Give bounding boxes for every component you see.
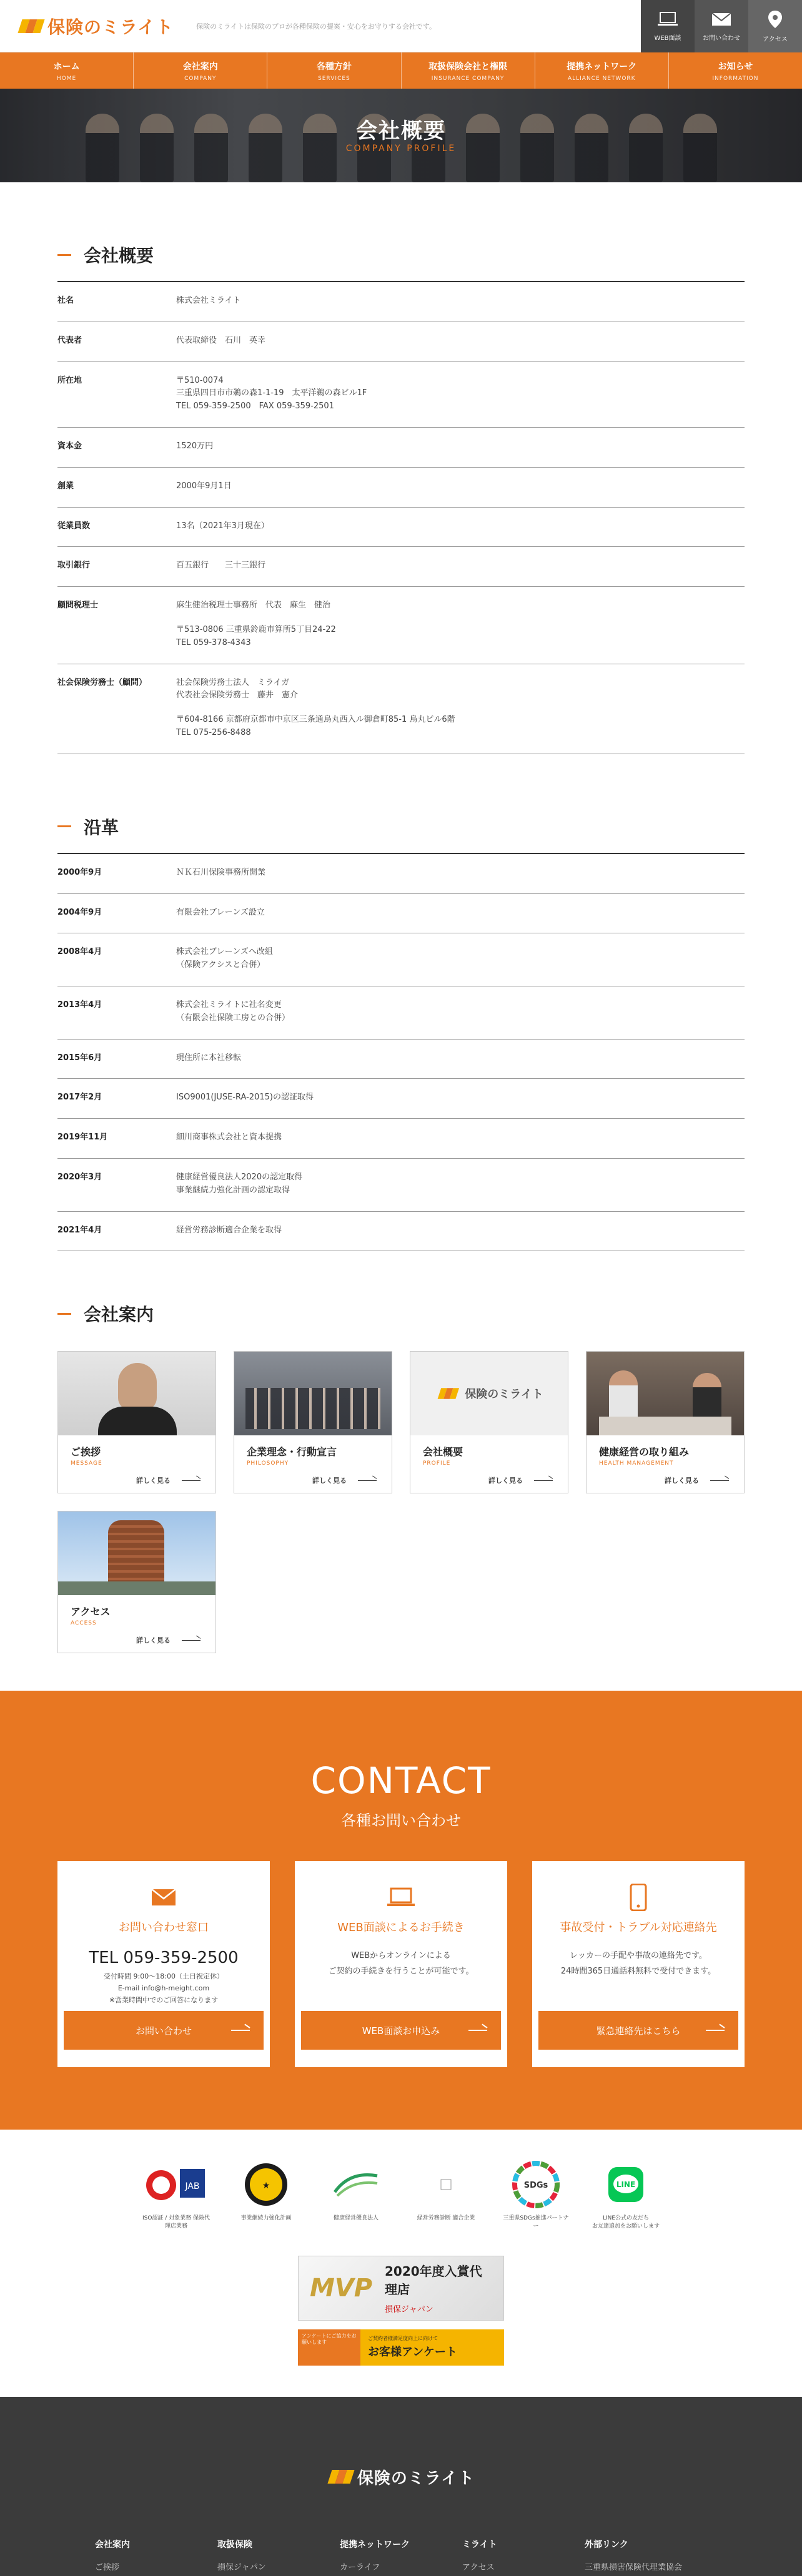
web-meeting-label: WEB面談 (654, 34, 681, 42)
nav-company[interactable] (134, 52, 267, 89)
table-row (57, 664, 745, 754)
row-value-text: 現住所に本社移転 (176, 1053, 242, 1063)
guide-card-philosophy[interactable] (234, 1351, 392, 1493)
row-value (176, 1131, 745, 1144)
contact-boxes (0, 1861, 802, 2067)
row-value-text: 麻生健治税理士事務所 代表 麻生 健治 (176, 601, 331, 611)
table-row (57, 1212, 745, 1252)
global-nav (0, 52, 802, 89)
guide-card-access[interactable] (57, 1511, 216, 1653)
card-title: アクセス (71, 1606, 111, 1618)
contact-hours: 受付時間 9:00～18:00（土日祝定休） E-mail info@h-meight.com ※営業時間中でのご回答になります (104, 1972, 224, 2004)
badge-label: 事業継続力強化計画 (240, 2215, 292, 2222)
arrow-right-icon (231, 2030, 250, 2031)
card-photo (410, 1352, 568, 1435)
logo-mark-icon (17, 16, 44, 37)
iso-certification-icon (145, 2163, 207, 2206)
card-more-link: 詳しく見る (665, 1475, 729, 1485)
row-label: 2021年4月 (57, 1225, 102, 1235)
nav-label: 提携ネットワーク (567, 61, 637, 72)
row-value-text: 〒604-8166 京都府京都市中京区三条通烏丸西入ル御倉町85-1 烏丸ビル6階 TEL 075-256-8488 (176, 715, 455, 737)
card-subtitle: PROFILE (423, 1460, 451, 1467)
section-heading (57, 814, 745, 854)
table-row (57, 933, 745, 986)
footer-col-heading: 外部リンク (585, 2539, 628, 2550)
section-title: 会社概要 (84, 245, 154, 266)
row-value (176, 520, 745, 533)
arrow-right-icon (468, 2030, 487, 2031)
row-value (176, 999, 745, 1025)
row-value (176, 440, 745, 453)
badge-label: 三重県SDGs推進パートナー (503, 2215, 569, 2229)
badge-line[interactable] (592, 2158, 660, 2230)
web-meeting-cta-button[interactable]: WEB面談お申込み (301, 2011, 501, 2050)
svg-text:SDGs: SDGs (523, 2181, 548, 2191)
row-value-text: 株式会社ミライト (176, 296, 241, 305)
logo-mark-icon (437, 1385, 458, 1402)
table-row (57, 508, 745, 548)
row-label: 2015年6月 (57, 1053, 102, 1063)
row-label: 創業 (57, 481, 74, 491)
arrow-right-icon (182, 1640, 200, 1641)
sdgs-wheel-icon (512, 2161, 560, 2208)
table-row (57, 894, 745, 934)
web-meeting-button[interactable] (641, 0, 695, 52)
nav-sublabel: COMPANY (184, 75, 217, 82)
badge-iso[interactable] (142, 2158, 210, 2230)
badge-labor[interactable] (412, 2158, 480, 2223)
certified-seal-icon (242, 2161, 290, 2208)
row-value (176, 677, 745, 740)
contact-box-title: WEB面談によるお手続き (337, 1921, 465, 1935)
history-section (57, 754, 745, 1252)
row-value-text: ISO9001(JUSE-RA-2015)の認証取得 (176, 1093, 314, 1103)
footer-link[interactable]: アクセス (462, 2562, 495, 2572)
health-management-icon (331, 2167, 381, 2202)
row-label: 顧問税理士 (57, 601, 99, 611)
row-value-text: 百五銀行 三十三銀行 (176, 561, 266, 571)
guide-cards (57, 1351, 745, 1653)
card-more-link: 詳しく見る (136, 1475, 200, 1485)
page-title: 会社概要 (356, 119, 446, 144)
table-row (57, 1119, 745, 1159)
row-label: 代表者 (57, 335, 82, 345)
table-row (57, 322, 745, 362)
badge-label: 健康経営優良法人 (333, 2215, 379, 2222)
contact-box-emergency (532, 1861, 745, 2067)
nav-sublabel: ALLIANCE NETWORK (567, 75, 636, 82)
profile-table (57, 282, 745, 754)
footer-logo-text: 保険のミライト (357, 2469, 475, 2488)
row-value (176, 1052, 745, 1065)
row-label: 2008年4月 (57, 947, 102, 957)
footer-col-insurance (217, 2538, 340, 2572)
footer-col-heading: 取扱保険 (217, 2539, 252, 2550)
card-photo (587, 1352, 744, 1435)
access-button[interactable] (748, 0, 802, 52)
footer-col-external (585, 2538, 707, 2572)
row-value (176, 1171, 745, 1197)
row-value (176, 599, 745, 649)
heading-accent (57, 1313, 71, 1315)
row-label: 2020年3月 (57, 1172, 102, 1182)
footer-col-heading: ミライト (462, 2539, 497, 2550)
table-row (57, 1079, 745, 1119)
section-title: 会社案内 (84, 1304, 154, 1325)
survey-request: アンケートにご協力をお願いします (298, 2329, 360, 2366)
svg-text:JAB: JAB (185, 2181, 200, 2192)
guide-card-profile[interactable] (410, 1351, 568, 1493)
nav-services[interactable] (267, 52, 401, 89)
nav-label: 取扱保険会社と権限 (428, 61, 508, 72)
row-label: 2004年9月 (57, 907, 102, 917)
section-heading (57, 242, 745, 282)
contact-box-desc: WEBからオンラインによる ご契約の手続きを行うことが可能です。 (328, 1951, 474, 1976)
inquiry-button[interactable] (695, 0, 748, 52)
row-value-text: 1520万円 (176, 441, 214, 451)
badge-health[interactable] (322, 2158, 390, 2223)
table-row (57, 1040, 745, 1079)
row-label: 資本金 (57, 441, 82, 451)
card-subtitle: HEALTH MANAGEMENT (599, 1460, 674, 1467)
section-heading (57, 1301, 745, 1326)
history-table (57, 854, 745, 1252)
row-label: 社名 (57, 296, 74, 305)
row-value-text: 健康経営優良法人2020の認定取得 事業継続力強化計画の認定取得 (176, 1172, 303, 1195)
mvp-title: 2020年度入賞代理店 (385, 2264, 482, 2297)
certification-badges (0, 2130, 802, 2365)
contact-box-title: 事故受付・トラブル対応連絡先 (560, 1921, 717, 1935)
card-photo (58, 1352, 215, 1435)
card-more-link: 詳しく見る (136, 1635, 200, 1645)
arrow-right-icon (706, 2030, 725, 2031)
table-row (57, 854, 745, 894)
row-value-text: 〒513-0806 三重県鈴鹿市算所5丁目24-22 TEL 059-378-4343 (176, 624, 336, 647)
card-more-link: 詳しく見る (488, 1475, 553, 1485)
site-logo[interactable] (17, 14, 174, 39)
badge-sdgs[interactable] (502, 2158, 570, 2230)
arrow-right-icon (534, 1480, 553, 1481)
row-value-text: ＮＫ石川保険事務所開業 (176, 867, 266, 877)
card-title: 会社概要 (423, 1446, 463, 1458)
arrow-right-icon (710, 1480, 729, 1481)
top-bar (0, 0, 802, 52)
table-row (57, 468, 745, 508)
nav-label: 会社案内 (182, 61, 218, 72)
page-hero (0, 89, 802, 182)
contact-box-title: お問い合わせ窓口 (119, 1921, 209, 1935)
company-profile-section (57, 182, 745, 754)
row-label: 従業員数 (57, 521, 91, 531)
row-label: 社会保険労務士（顧問） (57, 677, 147, 687)
nav-information[interactable] (669, 52, 802, 89)
nav-sublabel: INFORMATION (712, 75, 759, 82)
nav-alliance-network[interactable] (535, 52, 669, 89)
footer-links (95, 2538, 707, 2572)
row-label: 2019年11月 (57, 1133, 108, 1143)
table-row (57, 282, 745, 322)
card-logo-text: 保険のミライト (465, 1388, 543, 1402)
customer-survey-banner[interactable] (298, 2329, 504, 2366)
contact-phone[interactable]: TEL 059-359-2500 (89, 1949, 239, 1968)
section-title: 沿革 (84, 817, 119, 838)
card-title: ご挨拶 (71, 1446, 101, 1458)
broken-image-icon (440, 2178, 452, 2191)
mail-icon (711, 11, 732, 27)
contact-box-inquiry (57, 1861, 270, 2067)
card-subtitle: MESSAGE (71, 1460, 102, 1467)
row-label: 所在地 (57, 375, 82, 385)
nav-label: 各種方針 (316, 61, 352, 72)
map-pin-icon (767, 10, 783, 29)
laptop-icon (387, 1887, 415, 1908)
card-title: 企業理念・行動宣言 (247, 1446, 337, 1458)
header-shortcuts (641, 0, 802, 52)
nav-label: ホーム (53, 61, 80, 72)
footer-col-network (340, 2538, 462, 2572)
card-subtitle: PHILOSOPHY (247, 1460, 289, 1467)
contact-title: CONTACT (310, 1759, 492, 1802)
row-value-text: 社会保険労務士法人 ミライガ 代表社会保険労務士 藤井 憲介 (176, 677, 299, 701)
card-photo (58, 1512, 215, 1595)
page-subtitle: COMPANY PROFILE (345, 144, 457, 154)
emergency-cta-button[interactable]: 緊急連絡先はこちら (538, 2011, 738, 2050)
smartphone-icon (630, 1884, 647, 1911)
footer-col-mirait (462, 2538, 585, 2572)
row-value (176, 480, 745, 493)
mvp-mark: MVP (310, 2273, 373, 2303)
inquiry-cta-button[interactable]: お問い合わせ (64, 2011, 264, 2050)
row-value (176, 907, 745, 920)
table-row (57, 547, 745, 587)
contact-section (0, 1691, 802, 2130)
row-value (176, 559, 745, 573)
row-value (176, 375, 745, 413)
survey-subtitle: ご契約者様満足度向上に向けて (368, 2336, 438, 2341)
table-row (57, 1159, 745, 1212)
arrow-right-icon (182, 1480, 200, 1481)
row-value (176, 1091, 745, 1104)
contact-subtitle: 各種お問い合わせ (341, 1812, 461, 1830)
mvp-award-banner[interactable] (298, 2256, 504, 2321)
nav-label: お知らせ (718, 61, 753, 72)
arrow-right-icon (358, 1480, 377, 1481)
table-row (57, 587, 745, 664)
company-guide-section (57, 1251, 745, 1653)
row-value (176, 946, 745, 972)
row-value-text: 経営労務診断適合企業を取得 (176, 1225, 282, 1235)
footer-link[interactable]: カーライフ (340, 2562, 380, 2572)
footer-col-heading: 提携ネットワーク (340, 2539, 410, 2550)
heading-accent (57, 254, 71, 256)
row-value-text: 有限会社ブレーンズ設立 (176, 907, 265, 917)
mail-icon (151, 1888, 176, 1907)
footer-link[interactable]: ご挨拶 (95, 2562, 120, 2572)
nav-insurance-company[interactable] (402, 52, 535, 89)
row-value (176, 335, 745, 348)
row-value-text: 2000年9月1日 (176, 481, 232, 491)
line-app-icon (608, 2166, 644, 2203)
badge-label: ISO認証 / 対象業務 保険代理店業務 (142, 2215, 210, 2229)
row-value (176, 1224, 745, 1237)
footer-col-heading: 会社案内 (95, 2539, 130, 2550)
table-row (57, 362, 745, 428)
row-value-text: 代表取締役 石川 英幸 (176, 335, 266, 345)
contact-box-web-meeting (295, 1861, 507, 2067)
site-footer (0, 2397, 802, 2576)
inquiry-label: お問い合わせ (703, 34, 740, 42)
table-row (57, 986, 745, 1040)
badge-bcp[interactable] (232, 2158, 300, 2223)
row-label: 2013年4月 (57, 1000, 102, 1010)
heading-accent (57, 825, 71, 827)
row-value-text: 株式会社ブレーンズへ改組 （保険アクシスと合併） (176, 947, 273, 970)
footer-col-company (95, 2538, 217, 2572)
row-value (176, 867, 745, 880)
card-more-link: 詳しく見る (312, 1475, 377, 1485)
nav-sublabel: HOME (56, 75, 77, 82)
card-subtitle: ACCESS (71, 1620, 97, 1627)
row-value-text: 〒510-0074 三重県四日市市鵜の森1-1-19 太平洋鵜の森ビル1F TEL 059-359-2500 FAX 059-359-2501 (176, 375, 367, 411)
row-label: 取引銀行 (57, 561, 91, 571)
card-title: 健康経営の取り組み (599, 1446, 690, 1458)
table-row (57, 428, 745, 468)
footer-link[interactable]: 損保ジャパン (217, 2562, 266, 2572)
nav-sublabel: SERVICES (318, 75, 350, 82)
survey-title: お客様アンケート (368, 2346, 457, 2359)
row-value (176, 295, 745, 308)
card-photo (234, 1352, 392, 1435)
row-value-text: 細川商事株式会社と資本提携 (176, 1133, 282, 1143)
badge-label: LINE公式の友だち お友達追加をお願いします (592, 2215, 660, 2229)
footer-link[interactable]: 三重県損害保険代理業協会 (585, 2562, 683, 2572)
row-label: 2017年2月 (57, 1093, 102, 1103)
badge-label: 経営労務診断 適合企業 (417, 2215, 475, 2222)
row-value-text: 13名（2021年3月現在） (176, 521, 269, 531)
nav-home[interactable] (0, 52, 134, 89)
logo-mark-icon (327, 2466, 354, 2487)
nav-sublabel: INSURANCE COMPANY (431, 75, 505, 82)
guide-card-health[interactable] (586, 1351, 745, 1493)
laptop-icon (657, 11, 678, 27)
footer-logo[interactable] (0, 2465, 802, 2489)
contact-box-desc: レッカーの手配や事故の連絡先です。 24時間365日通話料無料で受付できます。 (560, 1951, 716, 1976)
row-value-text: 株式会社ミライトに社名変更 （有限会社保険工房との合併） (176, 1000, 290, 1023)
header-tagline: 保険のミライトは保険のプロが各種保険の提案・安心をお守りする会社です。 (196, 22, 436, 31)
row-label: 2000年9月 (57, 867, 102, 877)
svg-text:★: ★ (262, 2181, 270, 2191)
svg-text:LINE: LINE (616, 2180, 636, 2190)
logo-text: 保険のミライト (47, 16, 174, 37)
access-label: アクセス (763, 36, 788, 43)
mvp-company: 損保ジャパン (385, 2305, 433, 2314)
guide-card-message[interactable] (57, 1351, 216, 1493)
site-header (0, 0, 802, 182)
